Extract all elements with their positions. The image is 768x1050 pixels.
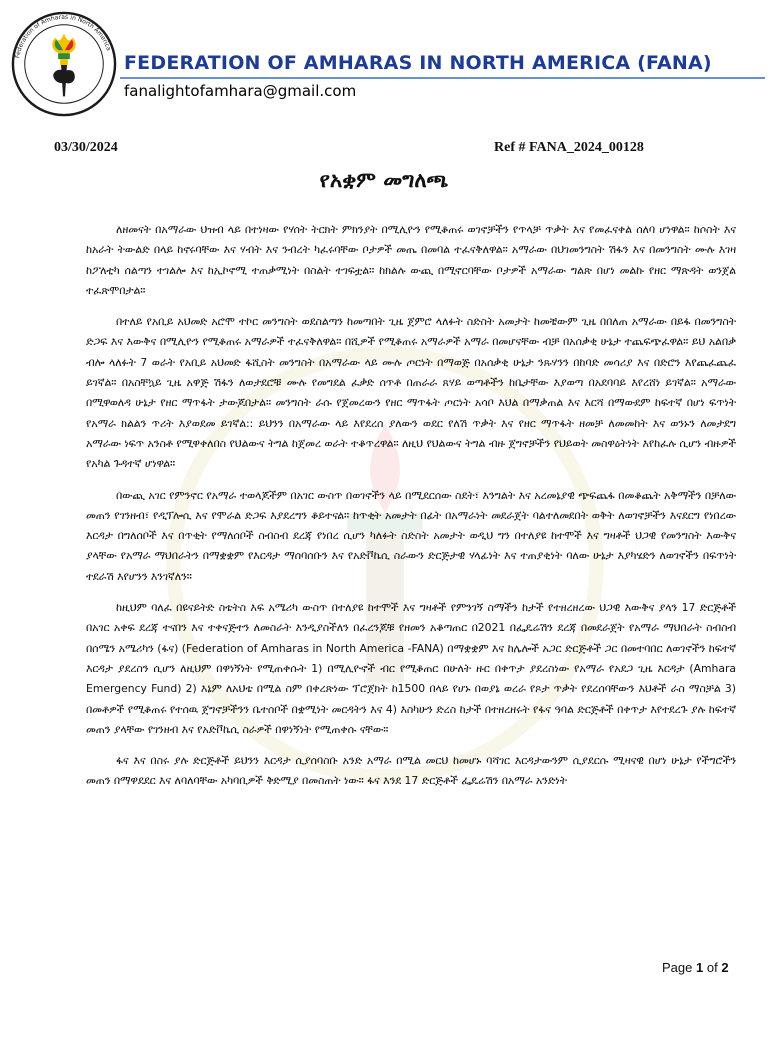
page-total: 2	[721, 960, 729, 975]
page-current: 1	[696, 960, 704, 975]
header-divider	[120, 77, 765, 79]
page-of: of	[706, 960, 718, 975]
organization-name: FEDERATION OF AMHARAS IN NORTH AMERICA (FANA)	[124, 52, 712, 74]
paragraph: ለዘመናት በአማራው ህዝብ ላይ በተነዛው የሃሰት ትርክት ምክንያት በሚሊዮን የሚቆጠሩ ወገኖቻችን የጥላቻ ጥቃት እና የመፈናቀል ሰለባ ሆነዋል። ከሶስት እና ከአራት ትውልድ በላይ ከኖሩባቸው እና ሃብት እና ንብረት ካፈሩባቸው ቦታዎች መጤ በመባል ተፈናቅለዋል። አማራው በህገመንግስት ሽፋን እና በመንግስት ሙሉ እገዛ ከፖለቲካ ሰልጣን ተገልሎ እና ከኢኮኖሚ ተጠቃሚነት በስልት ተገፍቷል። ከክልሉ ውጪ በሚኖርባቸው ቦታዎች አማራው ግልጽ በሆነ መልኩ የዘር ማጽዳት ወንጀል ተፈጽሞበታል።	[86, 223, 736, 297]
document-body	[86, 220, 736, 803]
paragraph: በውጪ አገር የምንኖር የአማራ ተወላጆችም በአገር ውስጥ በወገኖችን ላይ በሚደርሰው ስደት፣ እንግልት እና አረመኔያዊ ጭፍጨፋ በመቆጨት አቅማችን በቻለው መጠን የገንዘብ፣ የዲፕሎሲ እና የሞራል ድጋፍ እያደረግን ቆይተናል። ከጥቂት አመታት በፊት በአማራነት መደራጀት ባልተለመደበት ወቅት ለወገኖቻችን እናደርግ የነበረው እርዳታ በግለሰቦች እና በጥቂት የማለሰቦች ስብስብ ደረጃ የነበረ ሲሆን ካለፉት ስድስት አመታት ወዲህ ግን በተለያዩ ከተሞች እና ግዛቶች ህጋዊ የመንግስት እውቅና ያላቸው የአማራ ማህበራትን በማቋቋም የእርዳታ ማሰባሰቡን እና የአድቮኬሲ ስራውን ድርጅታዊ ሃላፊነት እና ተጠያቂነት ባለው ሁኔታ እያካሄድን ለወገኖችን በፍጥነት ተደራሽ እየሆንን እንገኛለን።	[86, 488, 736, 583]
paragraph: ከዚህም ባለፈ በዩናይትድ ስቴትስ እፍ አሜሪካ ውስጥ በተለያዩ ከተሞች እና ግዛቶች የምንገኝ ስማችን ከታች የተዘረዘረው ህጋዊ እውቅና ያላን 17 ድርጅቶች በአገር አቀፍ ደረጃ ተናበን እና ተቀናጅተን ለመስራት እንዲያስችለን በፈረንጆቹ የዘመን አቆጣጠር በ2021 በፌዴሬሽን ደረጃ በመደራጀት የአማራ ማህበራት ስብስብ በሰሜን አሜሪካን (ፋና) (Federation of Amharas in North America -FANA) በማቋቋም እና ከሌሎች አጋር ድርጅቶች ጋር በመተባበር ለወገኖችን ከፍተኛ እርዳታ ያደረስን ሲሆን ለዚህም በዋነኝነት የሚጠቀሱት 1) በሚሊዮኖች ብር የሚቆጠር በሁለት ዙር በቀጥታ ያደረስነው የአማራ የአደጋ ጊዜ እርዳታ (Amhara Emergency Fund) 2) እኔም ለአህቴ በሚል ስም በቀረጽነው ፕሮጀክት ከ1500 በላይ የሆኑ በወያኔ ወረራ የጾታ ጥቃት የደረሰባቸውን እህቶች ራስ ማስቻል 3) በመቶዎች የሚቆጠሩ የተሰዉ ጀግኖቻችንን ቤተሰቦች በቋሚነት መርዳትን እና 4) እስካሁን ድረስ ከታች በተዘረዘሩት የፋና ዓባል ድርጅቶች በቀጥታ እየተደረጉ ያሉ ከፍተኛ መጠን ያላቸው የገንዘብ እና የአድቮኬሲ ስራዎች በዋነኝነት የሚጠቀሱ ናቸው።	[86, 601, 736, 736]
page-number	[662, 960, 729, 975]
logo-ring-text: Federation of Amharas in North America	[14, 13, 113, 59]
document-title: የአቋም መግለጫ	[319, 168, 449, 192]
organization-email: fanalightofamhara@gmail.com	[124, 82, 357, 100]
reference-number: Ref # FANA_2024_00128	[494, 140, 644, 155]
paragraph: ፋና እና በስሩ ያሉ ድርጅቶች ይህንን እርዳታ ሲያሰባስቡ አንድ አማራ በሚል መርህ ከመሆኑ ባሻገር እርዳታውንም ሲያደርሱ ሚዛናዊ በሆነ ሁኔታ የችግሮችን መጠን በማዋደደር እና ለባለባቸው አካባቢዎች ቅድሚያ በመስጠት ነው። ፋና እንደ 17 ድርጅቶች ፌዴሬሽን በአማራ አንድነት	[86, 754, 736, 788]
document-date: 03/30/2024	[54, 140, 118, 155]
paragraph: በተለይ የአቢይ አህመድ አሮሞ ተኮር መንግስት ወደስልጣን ከመጣበት ጊዜ ጀምሮ ላለፉት ስድስት አመታት ከመቼውም ጊዜ በበለጠ አማራው በይፋ በመንግስት ድጋፍ እና እውቅና በሚሊዮን የሚቆጠሩ አማራዎች ተፈናቅለዋል። በሺዎች የሚቆጠሩ አማራዎች አማራ በመሆናቸው ብቻ በአሰቃቂ ሁኔታ ተጨፍጭፈዋል። ይህ አልበቃ ብሎ ላለፉት 7 ወራት የአቢይ አህመድ ፋሺስት መንግስት በአማራው ላይ ሙሉ ጦርነት በማወጅ በአሰቃቂ ሁኔታ ንጹሃንን በከባድ መሳሪያ እና በድሮን እየጨፈጨፈ ይገኛል። በአስቸኳይ ጊዜ አዋጅ ሽፋን ለወታደሮቹ ሙሉ የመግደል ፈቃድ ሰጥቶ በጠራራ ጸሃይ ወጣቶችን ከቤታቸው እያወጣ በአደባባይ እየረሸነ ይገኛል። አማራው በሚዋወለዳ ሁኔታ የዘር ማጥፋት ታውጆበታል። መንግስት ራሱ የጀመረውን የዘር ማጥፋት ጦርነት አሳቦ እህል በማቃጠል እና እርሻ በማውደም ከፍተኛ በሆነ ፍጥነት የአማራ ክልልን ጥሪት እያወደመ ይገኛል:: ይህንን በአማራው ላይ እየደረሰ ያለውን ወደር የለሽ ጥቃት እና የዘር ማጥፋት ዘመቻ ለመመከት እና ወንኑን ለመታደግ አማራው ነፍጥ አንስቶ የሚዋቀለበስ የህልውና ትግል ከጀመረ ወራት ተቆጥረዋል። ለዚህ የህልውና ትግል ብዙ ጀግኖቻችን የህይወት መስዋዕትነት እየከፈሉ ሲሆን ብዙዎች የአካል ጉዳተኛ ሆነዋል።	[86, 315, 736, 471]
fana-logo-icon	[10, 10, 118, 118]
page-word: Page	[662, 960, 693, 975]
